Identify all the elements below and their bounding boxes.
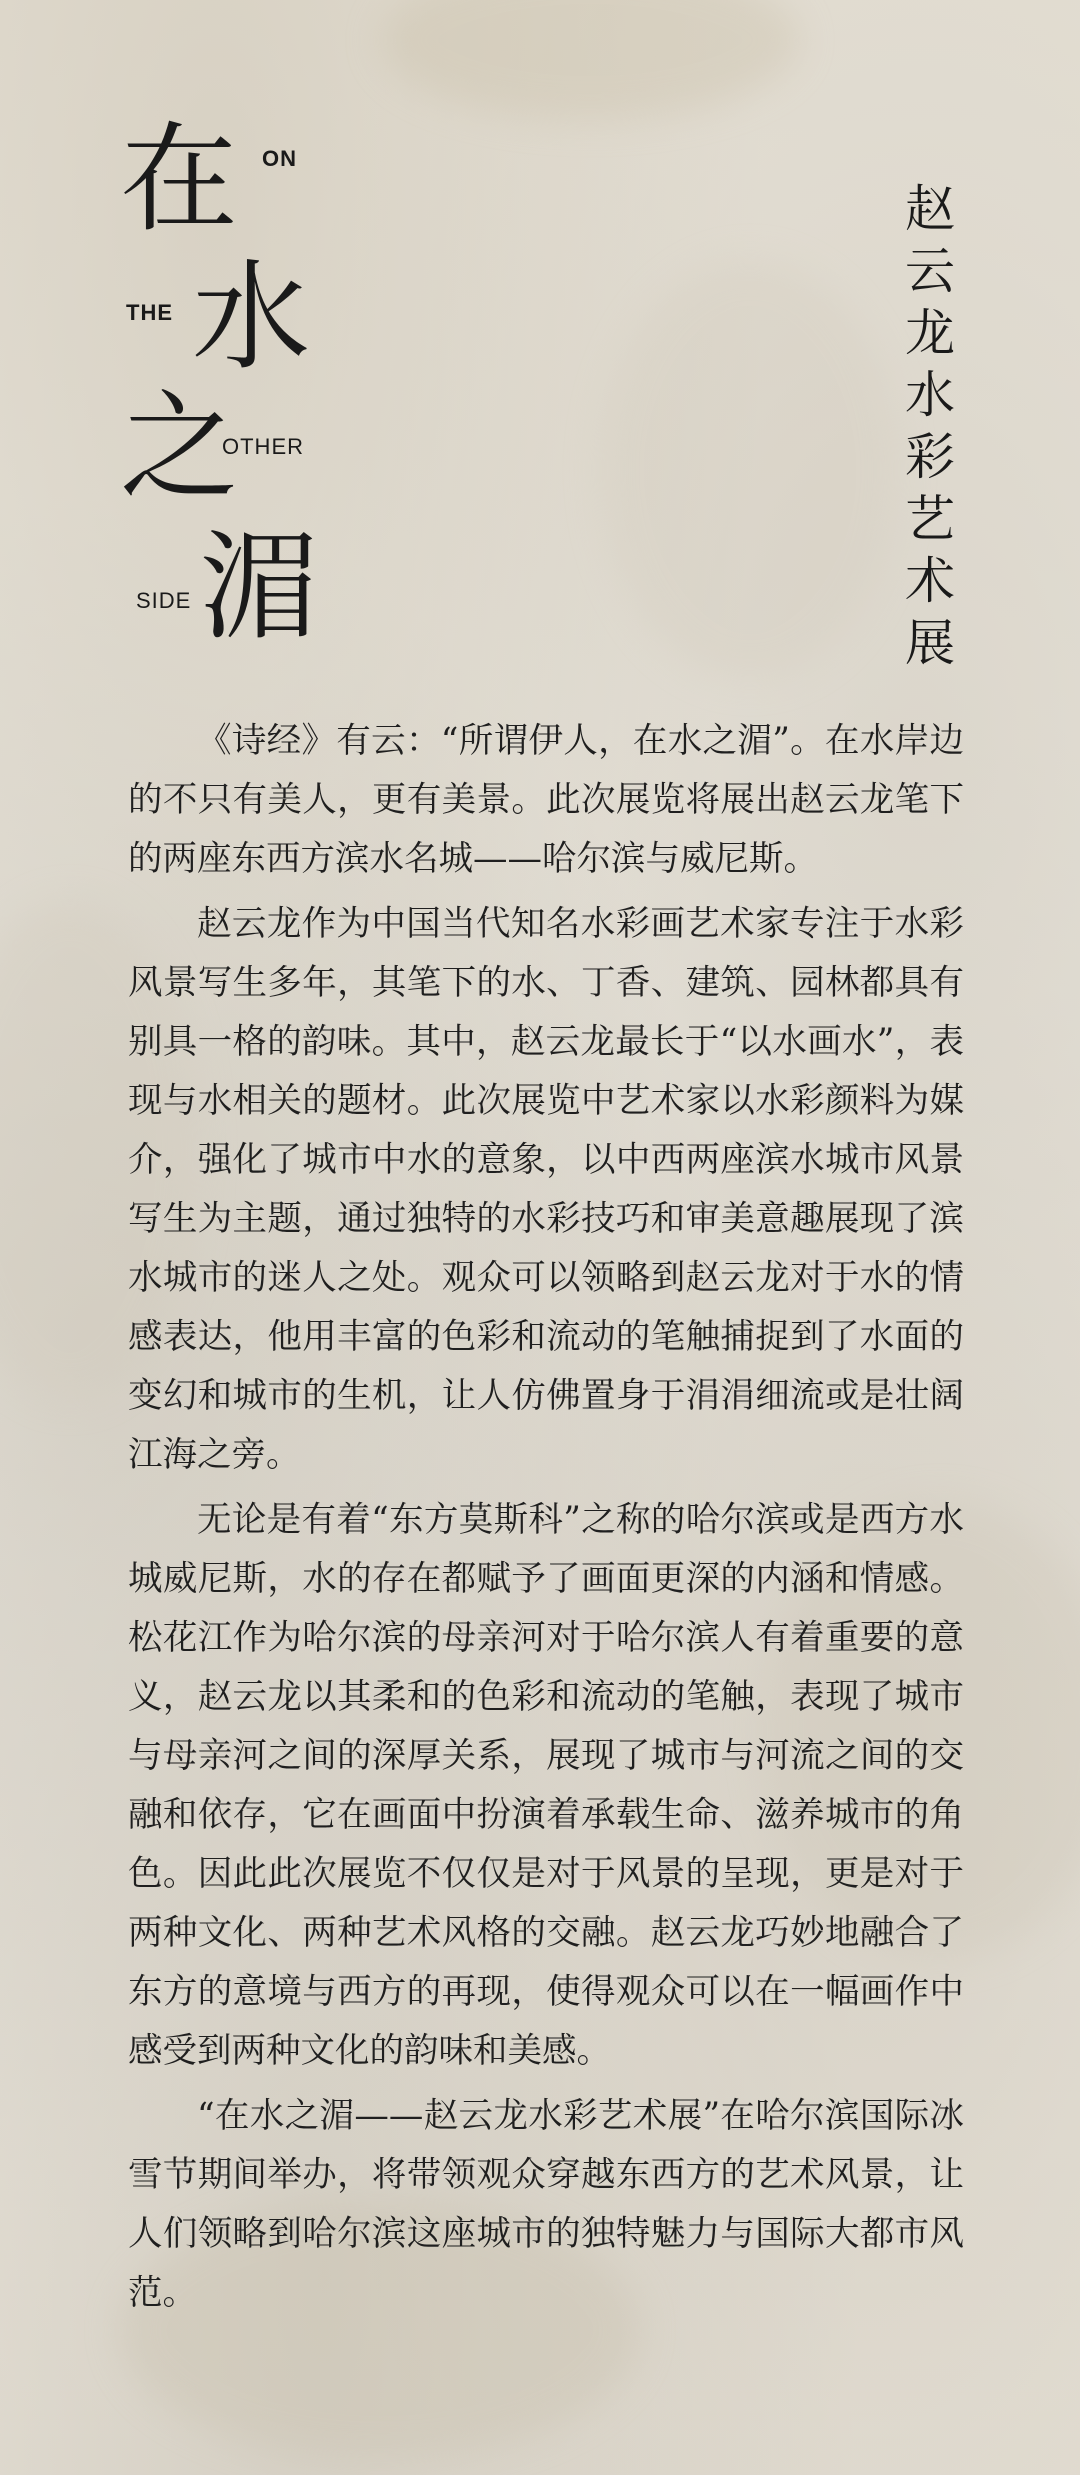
paragraph: 赵云龙作为中国当代知名水彩画艺术家专注于水彩风景写生多年，其笔下的水、丁香、建筑、园林都具有别具一格的韵味。其中，赵云龙最长于“以水画水”，表现与水相关的题材。此次展览中艺术家以水彩颜料为媒介，强化了城市中水的意象，以中西两座滨水城市风景写生为主题，通过独特的水彩技巧和审美意趣展现了滨水城市的迷人之处。观众可以领略到赵云龙对于水的情感表达，他用丰富的色彩和流动的笔触捕捉到了水面的变幻和城市的生机，让人仿佛置身于涓涓细流或是壮阔江海之旁。	[128, 904, 964, 1475]
title-char: 之	[120, 378, 239, 516]
title-english-word: SIDE	[136, 588, 192, 613]
title-char: 在	[120, 110, 239, 248]
introduction-text	[128, 712, 964, 2323]
paragraph: 无论是有着“东方莫斯科”之称的哈尔滨或是西方水城威尼斯，水的存在都赋予了画面更深的内涵和情感。松花江作为哈尔滨的母亲河对于哈尔滨人有着重要的意义，赵云龙以其柔和的色彩和流动的笔触，表现了城市与母亲河之间的深厚关系，展现了城市与河流之间的交融和依存，它在画面中扮演着承载生命、滋养城市的角色。因此此次展览不仅仅是对于风景的呈现，更是对于两种文化、两种艺术风格的交融。赵云龙巧妙地融合了东方的意境与西方的再现，使得观众可以在一幅画作中感受到两种文化的韵味和美感。	[128, 1500, 964, 2071]
watercolor-wash	[380, 0, 800, 120]
title-english-word: OTHER	[222, 434, 304, 459]
title-char: 湄	[200, 518, 319, 656]
title-english-word: ON	[262, 146, 297, 171]
title-char: 水	[192, 248, 311, 386]
paragraph: 《诗经》有云：“所谓伊人，在水之湄”。在水岸边的不只有美人，更有美景。此次展览将展出赵云龙笔下的两座东西方滨水名城——哈尔滨与威尼斯。	[128, 721, 964, 879]
paragraph: “在水之湄——赵云龙水彩艺术展”在哈尔滨国际冰雪节期间举办，将带领观众穿越东西方的艺术风景，让人们领略到哈尔滨这座城市的独特魅力与国际大都市风范。	[128, 2096, 964, 2313]
watercolor-wash	[600, 260, 900, 680]
exhibition-subtitle: 赵云龙水彩艺术展	[905, 180, 955, 672]
exhibition-title	[120, 110, 320, 660]
title-english-word: THE	[126, 300, 173, 325]
